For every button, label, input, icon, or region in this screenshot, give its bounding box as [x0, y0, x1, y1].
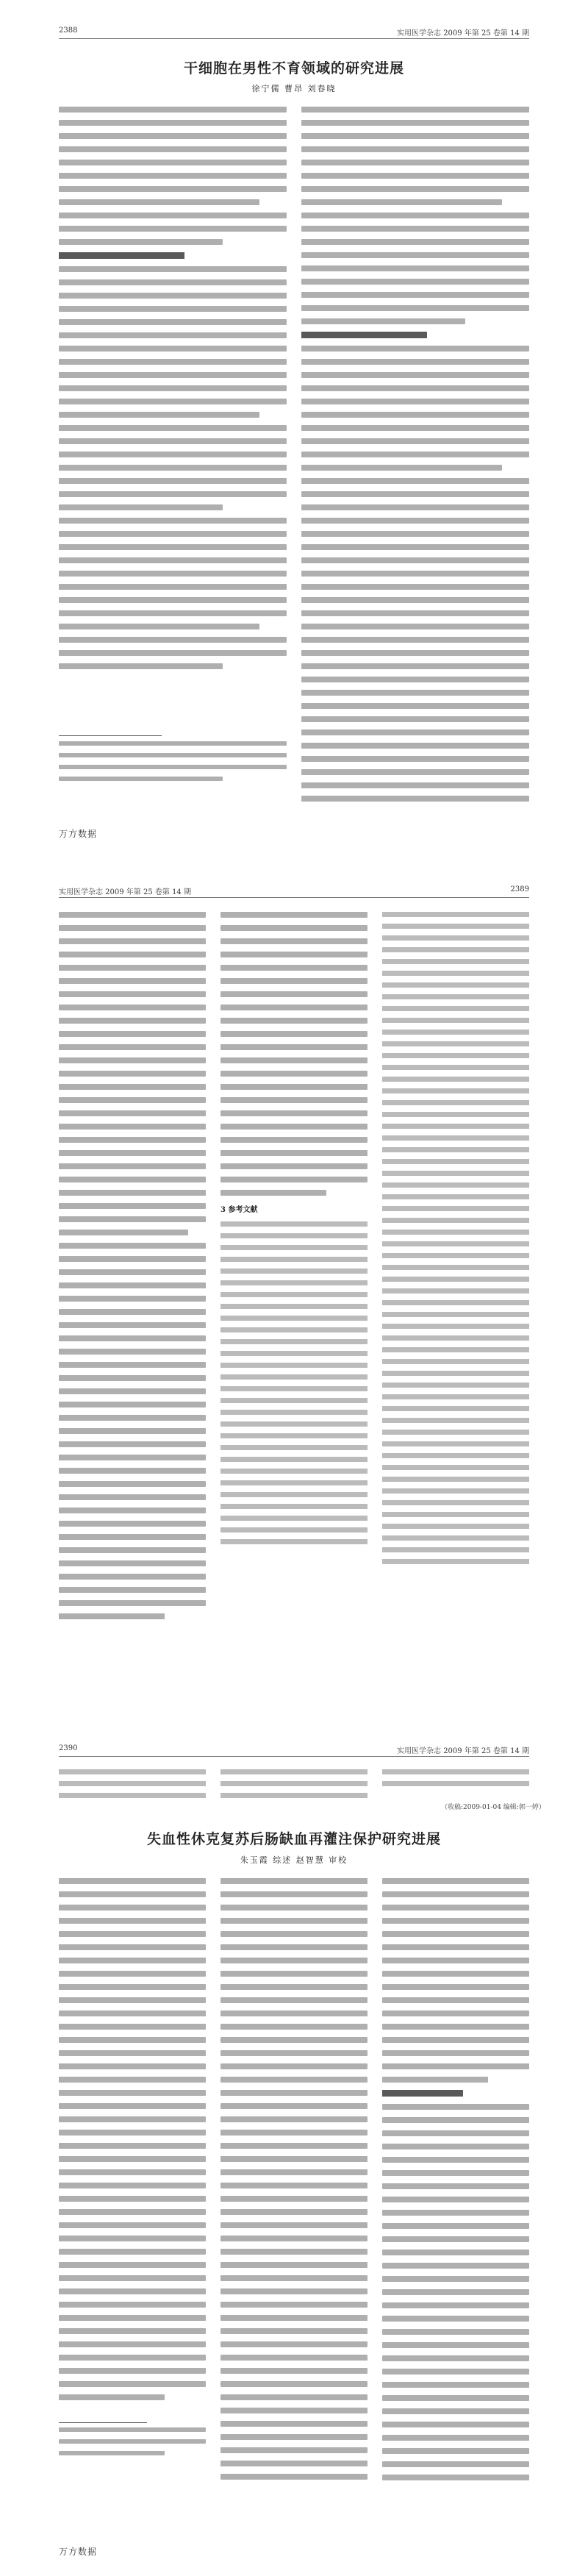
- page-2388: [0, 0, 588, 859]
- article-title: 失血性休克复苏后肠缺血再灌注保护研究进展: [146, 1831, 441, 1847]
- footnote-block: [59, 2427, 206, 2464]
- page-2389: [0, 859, 588, 1718]
- running-header: [59, 885, 529, 898]
- carryover-references-right: [382, 1769, 529, 1802]
- carryover-references-left: [59, 1769, 206, 1813]
- running-header: [59, 1744, 529, 1757]
- watermark: 万方数据: [59, 829, 98, 839]
- article-authors: 朱玉霞 综述 赵智慧 审校: [240, 1855, 348, 1865]
- page-2390: [0, 1718, 588, 2576]
- page-number: 2390: [59, 1744, 78, 1752]
- column-middle: [220, 1878, 368, 2518]
- column-middle: [220, 912, 368, 1662]
- running-header: [59, 26, 529, 39]
- article-authors: 徐宁儒 曹昂 刘春晓: [251, 84, 337, 93]
- article-title: 干细胞在男性不育领域的研究进展: [183, 60, 404, 76]
- watermark: 万方数据: [59, 2547, 98, 2557]
- received-note: （收稿:2009-01-04 编辑:郭一婷）: [441, 1804, 545, 1811]
- column-right-references: [382, 912, 529, 1662]
- page-number: 2389: [510, 885, 529, 893]
- journal-info: 实用医学杂志 2009 年第 25 卷第 14 期: [397, 29, 529, 38]
- column-left: [59, 107, 287, 802]
- column-right: [382, 1878, 529, 2518]
- references-heading: 3 参考文献: [220, 1206, 258, 1214]
- footnote-block: [59, 741, 287, 785]
- carryover-references-middle: [220, 1769, 368, 1813]
- journal-info: 实用医学杂志 2009 年第 25 卷第 14 期: [59, 888, 191, 896]
- column-right: [301, 107, 529, 802]
- journal-info: 实用医学杂志 2009 年第 25 卷第 14 期: [397, 1747, 529, 1755]
- page-number: 2388: [59, 26, 78, 35]
- column-left: [59, 912, 206, 1662]
